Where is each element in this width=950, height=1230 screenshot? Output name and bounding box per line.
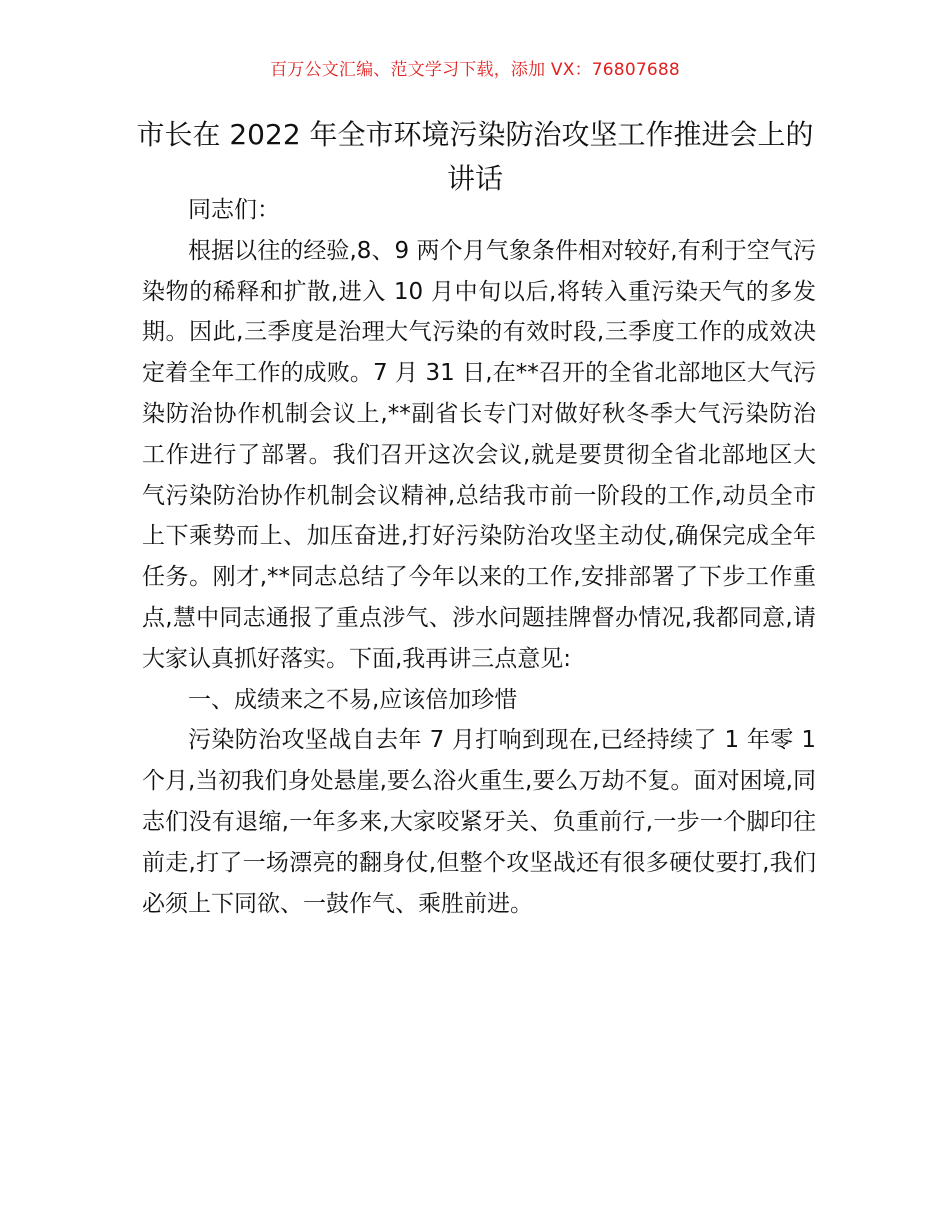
document-title: 市长在 2022 年全市环境污染防治攻坚工作推进会上的讲话 xyxy=(136,118,814,195)
section-1-paragraph: 污染防治攻坚战自去年 7 月打响到现在,已经持续了 1 年零 1 个月,当初我们身处悬崖,要么浴火重生,要么万劫不复。面对困境,同志们没有退缩,一年多来,大家咬紧牙关、负重前行,一步一个脚印往前走,打了一场漂亮的翻身仗,但整个攻坚战还有很多硬仗要打,我们必须上下同欲、一鼓作气、乘胜前进。 xyxy=(142,727,816,917)
section-heading-1: 一、成绩来之不易,应该倍加珍惜 xyxy=(188,686,518,713)
greeting-paragraph: 同志们： xyxy=(188,197,280,223)
intro-paragraph: 根据以往的经验,8、9 两个月气象条件相对较好,有利于空气污染物的稀释和扩散,进入 10 月中旬以后,将转入重污染天气的多发期。因此,三季度是治理大气污染的有效时段,三季度工作的成效决定着全年工作的成败。7 月 31 日,在**召开的全省北部地区大气污染防治协作机制会议上,**副省长专门对做好秋冬季大气污染防治工作进行了部署。我们召开这次会议,就是要贯彻全省北部地区大气污染防治协作机制会议精神,总结我市前一阶段的工作,动员全市上下乘势而上、加压奋进,打好污染防治攻坚主动仗,确保完成全年任务。刚才,**同志总结了今年以来的工作,安排部署了下步工作重点,慧中同志通报了重点涉气、涉水问题挂牌督办情况,我都同意,请大家认真抓好落实。下面,我再讲三点意见: xyxy=(142,237,816,672)
document-body xyxy=(142,190,816,924)
header-banner: 百万公文汇编、范文学习下载，添加 VX：76807688 xyxy=(270,60,680,80)
